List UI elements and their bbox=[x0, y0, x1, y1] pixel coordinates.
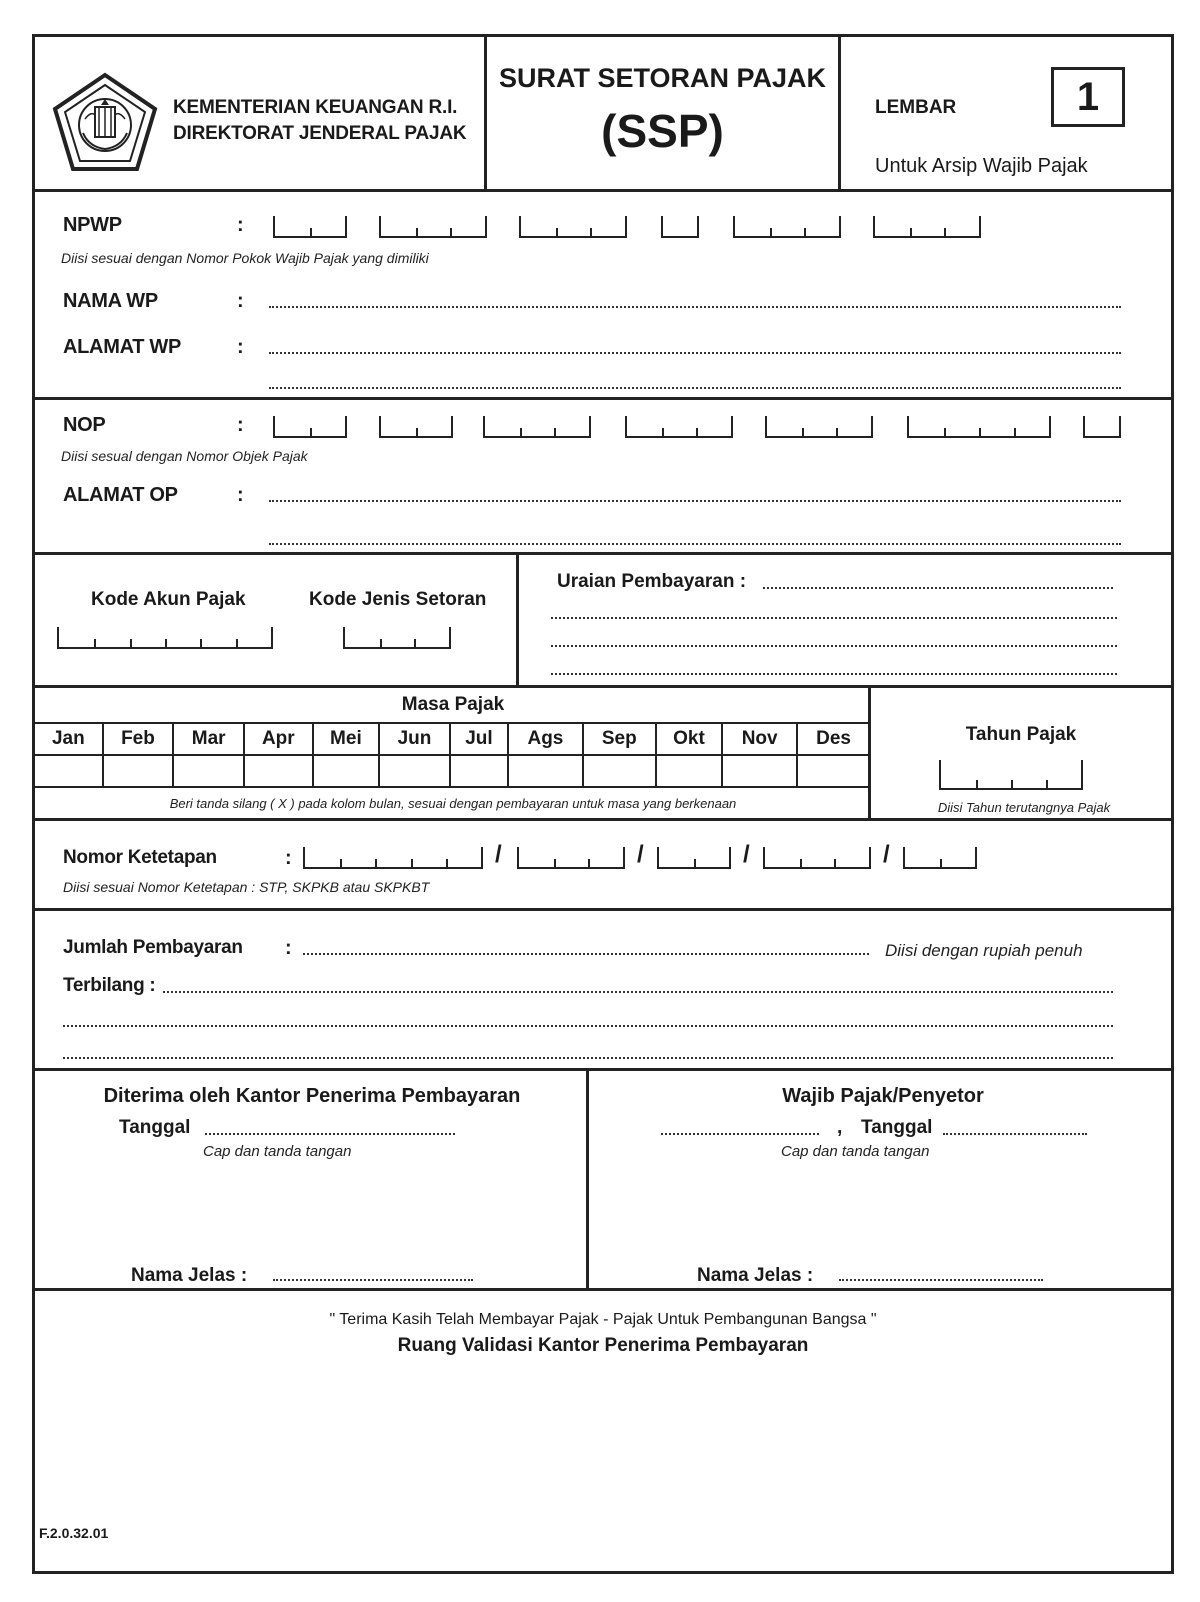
month-header-row bbox=[34, 723, 870, 755]
npwp-group-5[interactable] bbox=[733, 216, 841, 238]
ssp-form bbox=[32, 34, 1174, 1574]
uraian-field-line-4[interactable] bbox=[551, 673, 1117, 675]
month-jan-header: Jan bbox=[34, 723, 103, 755]
month-jun-checkbox[interactable] bbox=[379, 755, 450, 787]
ketetapan-section bbox=[35, 821, 1171, 911]
payer-title: Wajib Pajak/Penyetor bbox=[782, 1085, 984, 1107]
tax-period-section bbox=[35, 688, 1171, 821]
month-okt-checkbox[interactable] bbox=[656, 755, 723, 787]
month-jul-checkbox[interactable] bbox=[450, 755, 508, 787]
month-mei-checkbox[interactable] bbox=[313, 755, 380, 787]
masa-pajak-note: Beri tanda silang ( X ) pada kolom bulan, sesuai dengan pembayaran untuk masa yang berkenaan bbox=[169, 796, 737, 811]
npwp-group-2[interactable] bbox=[379, 216, 487, 238]
codes-left-block bbox=[35, 555, 519, 685]
payer-place-field[interactable] bbox=[661, 1133, 819, 1135]
kode-jenis-label: Kode Jenis Setoran bbox=[309, 589, 487, 610]
month-des-header: Des bbox=[797, 723, 870, 755]
alamat-wp-field-line-2[interactable] bbox=[269, 387, 1121, 389]
ketetapan-group-1[interactable] bbox=[303, 847, 483, 869]
payer-cap-note: Cap dan tanda tangan bbox=[781, 1143, 930, 1160]
npwp-group-6[interactable] bbox=[873, 216, 981, 238]
month-ags-header: Ags bbox=[508, 723, 583, 755]
nomor-ketetapan-note: Diisi sesuai Nomor Ketetapan : STP, SKPKB atau SKPKBT bbox=[63, 879, 430, 895]
payer-nama-jelas-field[interactable] bbox=[839, 1279, 1043, 1281]
nama-wp-colon: : bbox=[237, 290, 244, 312]
ketetapan-slash-3: / bbox=[743, 841, 750, 868]
form-header bbox=[35, 37, 1171, 192]
jumlah-pembayaran-label: Jumlah Pembayaran bbox=[63, 937, 243, 958]
npwp-group-1[interactable] bbox=[273, 216, 347, 238]
kode-jenis-field[interactable] bbox=[343, 627, 451, 649]
ministry-name: KEMENTERIAN KEUANGAN R.I. bbox=[173, 97, 458, 118]
month-apr-checkbox[interactable] bbox=[244, 755, 313, 787]
month-nov-header: Nov bbox=[722, 723, 797, 755]
nop-group-3[interactable] bbox=[483, 416, 591, 438]
month-okt-header: Okt bbox=[656, 723, 723, 755]
month-apr-header: Apr bbox=[244, 723, 313, 755]
month-jun-header: Jun bbox=[379, 723, 450, 755]
payer-tanggal-label: Tanggal bbox=[861, 1117, 933, 1138]
receiver-cap-note: Cap dan tanda tangan bbox=[203, 1143, 352, 1160]
payment-section bbox=[35, 911, 1171, 1071]
nama-wp-field[interactable] bbox=[269, 306, 1121, 308]
nop-group-1[interactable] bbox=[273, 416, 347, 438]
receiver-tanggal-label: Tanggal bbox=[119, 1117, 191, 1138]
tahun-pajak-note: Diisi Tahun terutangnya Pajak bbox=[937, 800, 1111, 815]
form-code: F.2.0.32.01 bbox=[39, 1525, 109, 1541]
directorate-name: DIREKTORAT JENDERAL PAJAK bbox=[173, 123, 467, 144]
tax-object-section bbox=[35, 400, 1171, 555]
ministry-emblem-icon bbox=[49, 71, 161, 175]
alamat-op-colon: : bbox=[237, 484, 244, 506]
lembar-description: Untuk Arsip Wajib Pajak bbox=[875, 155, 1088, 177]
jumlah-pembayaran-field[interactable] bbox=[303, 953, 869, 955]
payer-nama-jelas-label: Nama Jelas : bbox=[697, 1265, 814, 1286]
payer-tanggal-field[interactable] bbox=[943, 1133, 1087, 1135]
month-mar-checkbox[interactable] bbox=[173, 755, 244, 787]
terbilang-label: Terbilang : bbox=[63, 975, 156, 996]
slogan: " Terima Kasih Telah Membayar Pajak - Pajak Untuk Pembangunan Bangsa " bbox=[329, 1311, 877, 1328]
month-ags-checkbox[interactable] bbox=[508, 755, 583, 787]
nop-label: NOP bbox=[63, 414, 106, 436]
month-mar-header: Mar bbox=[173, 723, 244, 755]
npwp-group-3[interactable] bbox=[519, 216, 627, 238]
lembar-number-box: 1 bbox=[1051, 67, 1125, 127]
ketetapan-group-2[interactable] bbox=[517, 847, 625, 869]
alamat-wp-field-line-1[interactable] bbox=[269, 352, 1121, 354]
month-jan-checkbox[interactable] bbox=[34, 755, 103, 787]
ketetapan-group-5[interactable] bbox=[903, 847, 977, 869]
nop-group-7[interactable] bbox=[1083, 416, 1121, 438]
kode-akun-label: Kode Akun Pajak bbox=[91, 589, 246, 610]
nop-group-5[interactable] bbox=[765, 416, 873, 438]
receiver-nama-jelas-field[interactable] bbox=[273, 1279, 473, 1281]
alamat-op-field-line-1[interactable] bbox=[269, 500, 1121, 502]
jumlah-pembayaran-colon: : bbox=[285, 937, 292, 959]
nama-wp-label: NAMA WP bbox=[63, 290, 158, 312]
nop-group-6[interactable] bbox=[907, 416, 1051, 438]
nomor-ketetapan-colon: : bbox=[285, 847, 292, 869]
form-title: SURAT SETORAN PAJAK bbox=[498, 63, 827, 93]
npwp-note: Diisi sesuai dengan Nomor Pokok Wajib Pajak yang dimiliki bbox=[61, 250, 429, 266]
nop-group-2[interactable] bbox=[379, 416, 453, 438]
nop-group-4[interactable] bbox=[625, 416, 733, 438]
month-jul-header: Jul bbox=[450, 723, 508, 755]
lembar-label: LEMBAR bbox=[875, 97, 957, 118]
tax-codes-section bbox=[35, 555, 1171, 688]
npwp-group-4[interactable] bbox=[661, 216, 699, 238]
masa-pajak-label: Masa Pajak bbox=[401, 694, 505, 715]
terbilang-field-line-2[interactable] bbox=[63, 1025, 1113, 1027]
npwp-colon: : bbox=[237, 214, 244, 236]
ministry-block bbox=[35, 37, 487, 189]
signature-section bbox=[35, 1071, 1171, 1291]
month-des-checkbox[interactable] bbox=[797, 755, 870, 787]
title-block bbox=[487, 37, 841, 189]
npwp-label: NPWP bbox=[63, 214, 122, 236]
month-checkbox-row bbox=[34, 755, 870, 787]
ketetapan-slash-1: / bbox=[495, 841, 502, 868]
receiver-title: Diterima oleh Kantor Penerima Pembayaran bbox=[103, 1085, 521, 1107]
ketetapan-slash-4: / bbox=[883, 841, 890, 868]
alamat-op-label: ALAMAT OP bbox=[63, 484, 178, 506]
nomor-ketetapan-label: Nomor Ketetapan bbox=[63, 847, 217, 868]
uraian-field-line-2[interactable] bbox=[551, 617, 1117, 619]
payer-comma: , bbox=[837, 1117, 843, 1138]
month-sep-header: Sep bbox=[583, 723, 656, 755]
uraian-field-line-1[interactable] bbox=[763, 587, 1113, 589]
validation-label: Ruang Validasi Kantor Penerima Pembayaran bbox=[397, 1335, 809, 1356]
uraian-label: Uraian Pembayaran : bbox=[557, 571, 747, 592]
receiver-signature-block bbox=[35, 1071, 589, 1288]
tahun-pajak-field[interactable] bbox=[939, 760, 1083, 790]
kode-akun-field[interactable] bbox=[57, 627, 273, 649]
month-nov-checkbox[interactable] bbox=[722, 755, 797, 787]
ketetapan-group-3[interactable] bbox=[657, 847, 731, 869]
month-table bbox=[33, 722, 871, 788]
receiver-tanggal-field[interactable] bbox=[205, 1133, 455, 1135]
month-mei-header: Mei bbox=[313, 723, 380, 755]
lembar-block bbox=[841, 37, 1171, 189]
ketetapan-group-4[interactable] bbox=[763, 847, 871, 869]
month-feb-checkbox[interactable] bbox=[103, 755, 174, 787]
terbilang-field-line-3[interactable] bbox=[63, 1057, 1113, 1059]
validation-section bbox=[35, 1291, 1171, 1571]
alamat-op-field-line-2[interactable] bbox=[269, 543, 1121, 545]
receiver-nama-jelas-label: Nama Jelas : bbox=[131, 1265, 248, 1286]
masa-pajak-block bbox=[35, 688, 871, 818]
month-feb-header: Feb bbox=[103, 723, 174, 755]
alamat-wp-label: ALAMAT WP bbox=[63, 336, 182, 358]
nop-colon: : bbox=[237, 414, 244, 436]
ketetapan-slash-2: / bbox=[637, 841, 644, 868]
taxpayer-section bbox=[35, 192, 1171, 400]
alamat-wp-colon: : bbox=[237, 336, 244, 358]
form-title-abbr: (SSP) bbox=[601, 105, 724, 157]
nop-note: Diisi sesual dengan Nomor Objek Pajak bbox=[61, 448, 308, 464]
uraian-field-line-3[interactable] bbox=[551, 645, 1117, 647]
jumlah-pembayaran-note: Diisi dengan rupiah penuh bbox=[885, 941, 1083, 960]
month-sep-checkbox[interactable] bbox=[583, 755, 656, 787]
terbilang-field-line-1[interactable] bbox=[163, 991, 1113, 993]
tahun-pajak-label: Tahun Pajak bbox=[965, 724, 1077, 745]
